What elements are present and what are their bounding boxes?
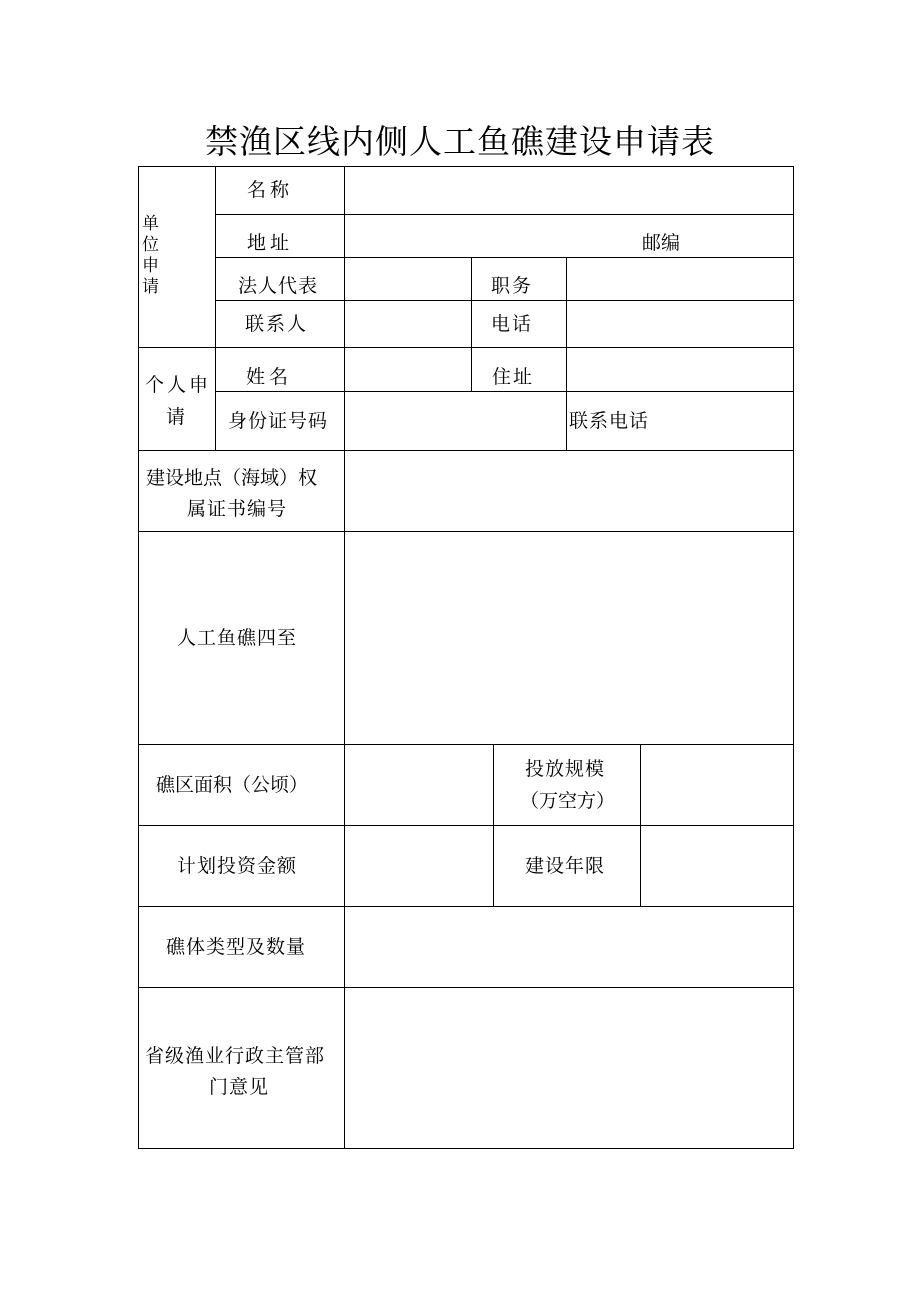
position-label: 职务 xyxy=(491,275,534,297)
contact-person-label: 联系人 xyxy=(245,313,309,335)
row-line xyxy=(215,214,793,215)
column-line xyxy=(215,166,216,451)
residence-label: 住址 xyxy=(492,366,535,388)
row-line xyxy=(138,531,793,532)
planned-investment-field[interactable] xyxy=(345,830,492,904)
reef-type-quantity-field[interactable] xyxy=(345,911,792,985)
authority-opinion-label-line1: 省级渔业行政主管部 xyxy=(145,1045,326,1067)
row-line xyxy=(138,825,793,826)
table-border-left xyxy=(138,166,139,1149)
row-line xyxy=(138,347,793,348)
legal-representative-label: 法人代表 xyxy=(238,275,319,297)
contact-person-field[interactable] xyxy=(345,304,470,344)
authority-opinion-field[interactable] xyxy=(345,992,792,1146)
name-label: 名称 xyxy=(247,179,294,201)
address-field[interactable] xyxy=(345,227,635,255)
construction-period-label: 建设年限 xyxy=(525,855,606,877)
placement-scale-label-line1: 投放规模 xyxy=(525,758,606,780)
personal-application-label-line1: 个人申 xyxy=(145,374,212,396)
reef-area-label: 礁区面积（公顷） xyxy=(156,774,309,796)
table-border-right xyxy=(793,166,794,1149)
column-line xyxy=(471,257,472,391)
reef-type-quantity-label: 礁体类型及数量 xyxy=(166,936,307,958)
row-line xyxy=(138,744,793,745)
position-field[interactable] xyxy=(567,262,792,298)
site-certificate-label-line1: 建设地点（海域）权 xyxy=(146,467,318,489)
id-number-label: 身份证号码 xyxy=(228,410,329,432)
table-border-top xyxy=(138,166,794,167)
row-line xyxy=(138,987,793,988)
column-line xyxy=(493,744,494,907)
reef-boundaries-field[interactable] xyxy=(345,536,792,742)
address-label: 地址 xyxy=(247,232,294,254)
legal-representative-field[interactable] xyxy=(345,262,470,298)
personal-application-label-line2: 请 xyxy=(166,406,186,428)
placement-scale-field[interactable] xyxy=(641,749,792,823)
phone-field[interactable] xyxy=(567,304,792,344)
postcode-label: 邮编 xyxy=(642,232,681,254)
reef-boundaries-label: 人工鱼礁四至 xyxy=(177,627,298,649)
phone-label: 电话 xyxy=(491,313,534,335)
site-certificate-label-line2: 属证书编号 xyxy=(187,498,288,520)
residence-field[interactable] xyxy=(567,352,792,389)
row-line xyxy=(138,450,793,451)
id-number-field[interactable] xyxy=(345,396,565,448)
contact-phone-label: 联系电话 xyxy=(569,410,650,432)
unit-application-section-label: 单位申请 xyxy=(142,214,159,297)
table-border-bottom xyxy=(138,1148,794,1149)
authority-opinion-label-line2: 门意见 xyxy=(209,1076,270,1098)
name-field[interactable] xyxy=(345,174,792,206)
construction-period-field[interactable] xyxy=(641,830,792,904)
reef-area-field[interactable] xyxy=(345,749,492,823)
placement-scale-label-line2: （万空方） xyxy=(520,790,616,812)
row-line xyxy=(215,257,793,258)
planned-investment-label: 计划投资金额 xyxy=(177,855,298,877)
page-title: 禁渔区线内侧人工鱼礁建设申请表 xyxy=(205,122,715,161)
row-line xyxy=(138,906,793,907)
site-certificate-field[interactable] xyxy=(345,455,792,529)
person-name-label: 姓名 xyxy=(246,366,293,388)
person-name-field[interactable] xyxy=(345,352,470,389)
